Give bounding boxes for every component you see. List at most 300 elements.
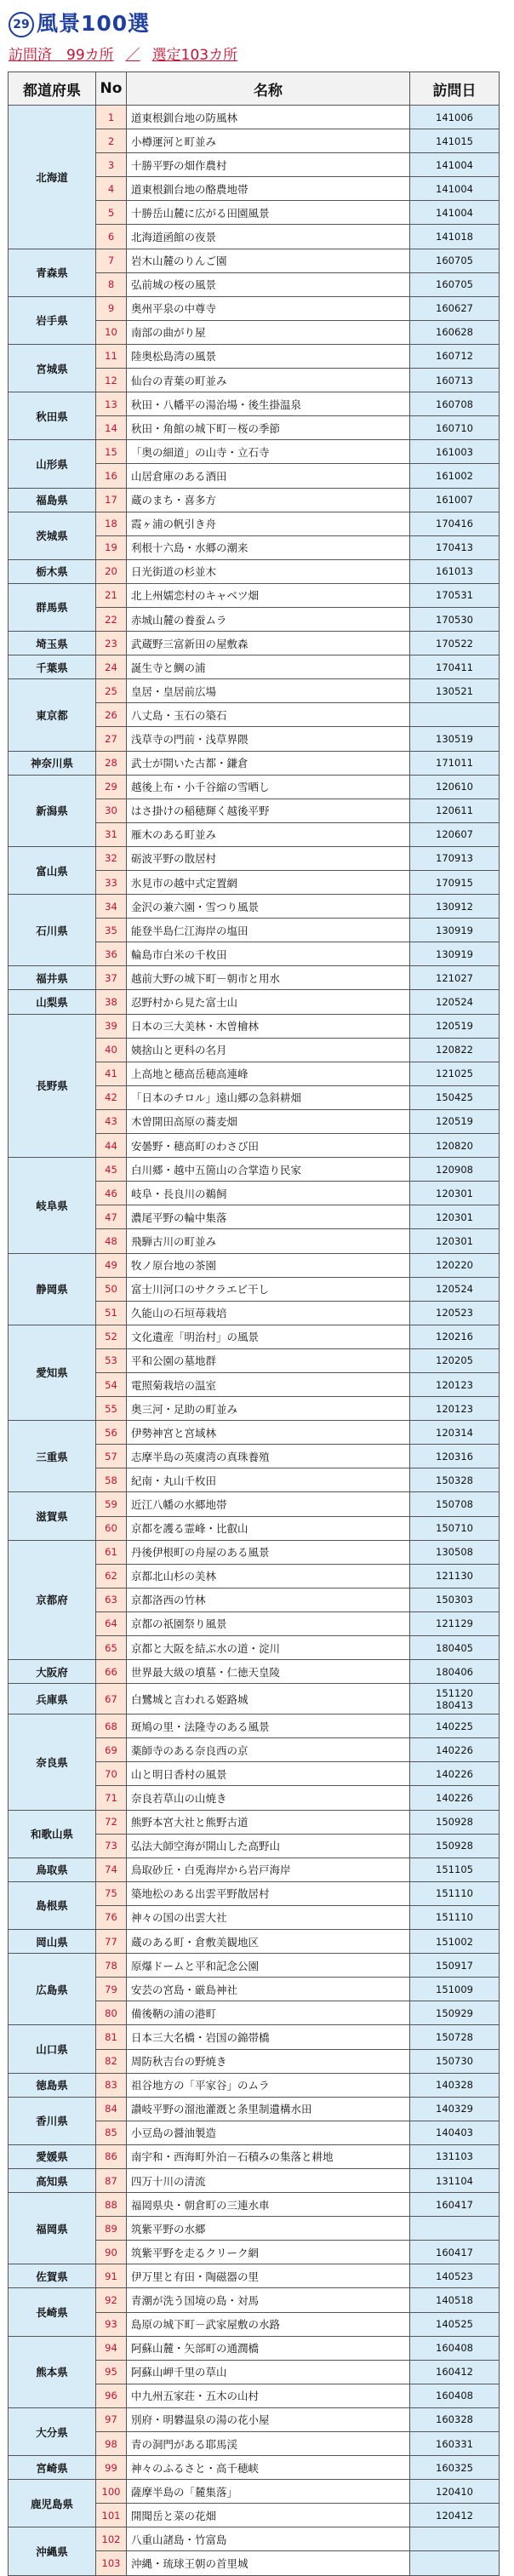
table-row [9, 2456, 500, 2480]
visit-date-cell: 150730 [410, 2049, 500, 2073]
table-row [9, 559, 500, 583]
no-cell: 52 [96, 1325, 127, 1348]
no-cell: 28 [96, 751, 127, 775]
no-cell: 49 [96, 1253, 127, 1277]
name-cell: 北海道函館の夜景 [127, 225, 410, 249]
visit-date-cell: 140226 [410, 1738, 500, 1762]
no-cell: 56 [96, 1421, 127, 1445]
prefecture-cell: 長野県 [9, 1014, 96, 1158]
visit-date-cell: 150708 [410, 1492, 500, 1516]
visit-date-cell: 120610 [410, 775, 500, 799]
name-cell: 武士が開いた古都・鎌倉 [127, 751, 410, 775]
visit-date-cell: 120301 [410, 1229, 500, 1253]
prefecture-cell: 大分県 [9, 2407, 96, 2455]
no-cell: 68 [96, 1714, 127, 1738]
name-cell: 雁木のある町並み [127, 822, 410, 846]
name-cell: はさ掛けの稲穂輝く越後平野 [127, 799, 410, 822]
no-cell: 16 [96, 464, 127, 488]
visit-date-cell: 120412 [410, 2504, 500, 2527]
prefecture-cell: 岩手県 [9, 296, 96, 344]
table-row [9, 1421, 500, 1445]
visit-date-cell: 141006 [410, 106, 500, 129]
name-cell: 「奥の細道」の山寺・立石寺 [127, 440, 410, 464]
table-row [9, 1810, 500, 1834]
visit-date-cell: 160705 [410, 272, 500, 296]
prefecture-cell: 和歌山県 [9, 1810, 96, 1858]
visit-date-cell: 140226 [410, 1786, 500, 1810]
prefecture-cell: 鳥取県 [9, 1858, 96, 1881]
prefecture-cell: 岡山県 [9, 1930, 96, 1954]
visit-date-cell: 160713 [410, 369, 500, 392]
table-row [9, 1930, 500, 1954]
visit-date-cell [410, 2527, 500, 2551]
no-cell: 46 [96, 1182, 127, 1205]
name-cell: 越前大野の城下町－朝市と用水 [127, 966, 410, 990]
prefecture-cell: 宮城県 [9, 344, 96, 392]
table-row [9, 1660, 500, 1684]
no-cell: 58 [96, 1468, 127, 1492]
table-row [9, 296, 500, 320]
name-cell: 築地松のある出雲平野散居村 [127, 1881, 410, 1905]
no-cell: 92 [96, 2288, 127, 2312]
prefecture-cell: 鹿児島県 [9, 2480, 96, 2527]
no-cell: 37 [96, 966, 127, 990]
name-cell: 青潮が洗う国境の島・対馬 [127, 2288, 410, 2312]
no-cell: 3 [96, 153, 127, 177]
name-cell: 十勝平野の畑作農村 [127, 153, 410, 177]
visit-date-cell: 120314 [410, 1421, 500, 1445]
visit-date-cell: 150425 [410, 1085, 500, 1109]
no-cell: 87 [96, 2168, 127, 2192]
name-cell: 文化遺産「明治村」の風景 [127, 1325, 410, 1348]
no-cell: 27 [96, 727, 127, 751]
no-cell: 101 [96, 2504, 127, 2527]
visit-date-cell: 150303 [410, 1588, 500, 1611]
name-cell: 南部の曲がり屋 [127, 320, 410, 344]
no-cell: 60 [96, 1516, 127, 1540]
name-cell: 仙台の青葉の町並み [127, 369, 410, 392]
name-cell: 北上州嬬恋村のキャベツ畑 [127, 583, 410, 607]
visit-date-cell: 170915 [410, 871, 500, 895]
name-cell: 誕生寺と鯛の浦 [127, 655, 410, 679]
no-cell: 44 [96, 1134, 127, 1158]
name-cell: 岩木山麓のりんご園 [127, 249, 410, 272]
name-cell: 日本三大名橋・岩国の錦帯橋 [127, 2025, 410, 2049]
no-cell: 89 [96, 2217, 127, 2241]
name-cell: 金沢の兼六園・雪つり風景 [127, 895, 410, 919]
no-cell: 15 [96, 440, 127, 464]
page-title [9, 7, 150, 37]
table-row [9, 2527, 500, 2551]
no-cell: 40 [96, 1038, 127, 1062]
name-cell: 安曇野・穂高町のわさび田 [127, 1134, 410, 1158]
name-cell: 久能山の石垣苺栽培 [127, 1301, 410, 1325]
visit-date-cell: 170413 [410, 535, 500, 559]
visit-date-cell: 151110 [410, 1905, 500, 1929]
visit-date-cell: 120524 [410, 1277, 500, 1301]
prefecture-cell: 神奈川県 [9, 751, 96, 775]
visit-date-cell: 121027 [410, 966, 500, 990]
visit-date-cell: 131103 [410, 2144, 500, 2168]
name-cell: 周防秋吉台の野焼き [127, 2049, 410, 2073]
name-cell: 越後上布・小千谷縮の雪晒し [127, 775, 410, 799]
visit-date-cell: 140403 [410, 2121, 500, 2144]
visit-date-cell: 160628 [410, 320, 500, 344]
name-cell: 島原の城下町－武家屋敷の水路 [127, 2312, 410, 2336]
selected-count: 選定103カ所 [151, 47, 238, 64]
no-cell: 53 [96, 1348, 127, 1372]
name-cell: 伊勢神宮と宮域林 [127, 1421, 410, 1445]
visit-date-cell: 120301 [410, 1182, 500, 1205]
no-cell: 4 [96, 177, 127, 201]
visit-date-cell [410, 2551, 500, 2575]
prefecture-cell: 秋田県 [9, 392, 96, 440]
prefecture-cell: 東京都 [9, 679, 96, 751]
table-row [9, 2193, 500, 2217]
no-cell: 2 [96, 129, 127, 153]
table-row [9, 2025, 500, 2049]
visit-date-cell: 130521 [410, 679, 500, 703]
prefecture-cell: 愛知県 [9, 1325, 96, 1420]
visit-date-cell: 120316 [410, 1445, 500, 1468]
visit-date-cell: 150728 [410, 2025, 500, 2049]
no-cell: 47 [96, 1205, 127, 1229]
name-cell: 秋田・八幡平の湯治場・後生掛温泉 [127, 392, 410, 416]
visit-date-cell: 121130 [410, 1564, 500, 1588]
no-cell: 25 [96, 679, 127, 703]
name-cell: 讃岐平野の溜池灌漑と条里制遺構水田 [127, 2097, 410, 2121]
name-cell: 沖縄・琉球王朝の首里城 [127, 2551, 410, 2575]
visit-date-cell: 170522 [410, 632, 500, 655]
name-cell: 陸奥松島湾の風景 [127, 344, 410, 368]
table-row [9, 2480, 500, 2504]
name-cell: 弘前城の桜の風景 [127, 272, 410, 296]
name-cell: 丹後伊根町の舟屋のある風景 [127, 1540, 410, 1564]
no-cell: 82 [96, 2049, 127, 2073]
visit-date-cell: 120220 [410, 1253, 500, 1277]
visit-date-cell: 120524 [410, 990, 500, 1014]
visit-date-cell: 121025 [410, 1062, 500, 1085]
table-row [9, 1540, 500, 1564]
no-cell: 84 [96, 2097, 127, 2121]
no-cell: 83 [96, 2073, 127, 2097]
visit-date-cell: 120822 [410, 1038, 500, 1062]
name-cell: 開聞岳と菜の花畑 [127, 2504, 410, 2527]
table-row [9, 895, 500, 919]
table-header-row [9, 72, 500, 106]
prefecture-cell: 福井県 [9, 966, 96, 990]
no-cell: 95 [96, 2360, 127, 2384]
visit-date-cell: 170530 [410, 607, 500, 631]
no-cell: 75 [96, 1881, 127, 1905]
name-cell: 赤城山麓の養蚕ムラ [127, 607, 410, 631]
visit-date-cell: 161013 [410, 559, 500, 583]
visit-date-cell: 120301 [410, 1205, 500, 1229]
name-cell: 平和公園の墓地群 [127, 1348, 410, 1372]
visit-date-cell: 160331 [410, 2432, 500, 2456]
name-cell: 奈良若草山の山焼き [127, 1786, 410, 1810]
name-cell: 伊万里と有田・陶磁器の里 [127, 2264, 410, 2288]
name-cell: 蔵のまち・喜多方 [127, 488, 410, 512]
no-cell: 62 [96, 1564, 127, 1588]
no-cell: 99 [96, 2456, 127, 2480]
no-cell: 41 [96, 1062, 127, 1085]
no-cell: 7 [96, 249, 127, 272]
name-cell: 京都と大阪を結ぶ水の道・淀川 [127, 1636, 410, 1660]
table-row [9, 2288, 500, 2312]
name-cell: 奥州平泉の中尊寺 [127, 296, 410, 320]
name-cell: 輪島市白米の千枚田 [127, 942, 410, 966]
name-cell: 京都の祇園祭り風景 [127, 1611, 410, 1635]
no-cell: 102 [96, 2527, 127, 2551]
name-cell: 小豆島の醤油製造 [127, 2121, 410, 2144]
table-row [9, 2407, 500, 2431]
visit-date-cell: 160408 [410, 2336, 500, 2360]
no-cell: 5 [96, 201, 127, 225]
name-cell: 世界最大級の墳墓・仁徳天皇陵 [127, 1660, 410, 1684]
table-row [9, 1325, 500, 1348]
visit-date-cell: 160705 [410, 249, 500, 272]
prefecture-cell: 長崎県 [9, 2288, 96, 2336]
no-cell: 63 [96, 1588, 127, 1611]
page-title-text: 風景100選 [37, 11, 151, 36]
visit-date-cell: 120205 [410, 1348, 500, 1372]
visit-date-cell: 130919 [410, 919, 500, 942]
no-cell: 59 [96, 1492, 127, 1516]
name-cell: 八丈島・玉石の築石 [127, 703, 410, 727]
name-cell: 上高地と穂高岳穂高連峰 [127, 1062, 410, 1085]
no-cell: 24 [96, 655, 127, 679]
visit-date-cell: 160708 [410, 392, 500, 416]
table-row [9, 1158, 500, 1182]
table-row [9, 249, 500, 272]
visit-date-cell: 160712 [410, 344, 500, 368]
visit-date-cell: 151009 [410, 1978, 500, 2001]
no-cell: 72 [96, 1810, 127, 1834]
no-cell: 86 [96, 2144, 127, 2168]
no-cell: 6 [96, 225, 127, 249]
no-cell: 66 [96, 1660, 127, 1684]
name-cell: 富士川河口のサクラエビ干し [127, 1277, 410, 1301]
visit-date-cell: 160408 [410, 2384, 500, 2407]
visit-date-cell: 170416 [410, 512, 500, 535]
name-cell: 祖谷地方の「平家谷」のムラ [127, 2073, 410, 2097]
visit-date-cell: 150710 [410, 1516, 500, 1540]
visit-date-cell: 140226 [410, 1762, 500, 1786]
no-cell: 23 [96, 632, 127, 655]
visit-date-cell: 140328 [410, 2073, 500, 2097]
prefecture-cell: 富山県 [9, 846, 96, 894]
visit-date-cell: 140525 [410, 2312, 500, 2336]
table-row [9, 2264, 500, 2288]
no-cell: 9 [96, 296, 127, 320]
no-cell: 65 [96, 1636, 127, 1660]
no-cell: 97 [96, 2407, 127, 2431]
name-cell: 近江八幡の水郷地帯 [127, 1492, 410, 1516]
prefecture-cell: 山口県 [9, 2025, 96, 2073]
table-row [9, 583, 500, 607]
no-cell: 103 [96, 2551, 127, 2575]
name-cell: 京都北山杉の美林 [127, 1564, 410, 1588]
prefecture-cell: 佐賀県 [9, 2264, 96, 2288]
no-cell: 50 [96, 1277, 127, 1301]
header-name: 名称 [127, 72, 410, 106]
name-cell: 筑紫平野を走るクリーク網 [127, 2241, 410, 2264]
no-cell: 33 [96, 871, 127, 895]
name-cell: 神々の国の出雲大社 [127, 1905, 410, 1929]
name-cell: 備後鞆の浦の港町 [127, 2001, 410, 2025]
no-cell: 22 [96, 607, 127, 631]
name-cell: 紀南・丸山千枚田 [127, 1468, 410, 1492]
no-cell: 38 [96, 990, 127, 1014]
visit-date-cell: 120908 [410, 1158, 500, 1182]
visit-date-cell: 160417 [410, 2193, 500, 2217]
no-cell: 85 [96, 2121, 127, 2144]
prefecture-cell: 山形県 [9, 440, 96, 488]
prefecture-cell: 島根県 [9, 1881, 96, 1929]
table-row [9, 775, 500, 799]
name-cell: 飛騨古川の町並み [127, 1229, 410, 1253]
name-cell: 阿蘇山麓・矢部町の通潤橋 [127, 2336, 410, 2360]
no-cell: 81 [96, 2025, 127, 2049]
visit-date-cell: 120611 [410, 799, 500, 822]
name-cell: 皇居・皇居前広場 [127, 679, 410, 703]
table-row [9, 679, 500, 703]
prefecture-cell: 広島県 [9, 1954, 96, 2025]
name-cell: 姨捨山と更科の名月 [127, 1038, 410, 1062]
prefecture-cell: 奈良県 [9, 1714, 96, 1810]
visit-status [9, 43, 237, 64]
visit-date-cell: 141004 [410, 153, 500, 177]
no-cell: 55 [96, 1397, 127, 1421]
no-cell: 57 [96, 1445, 127, 1468]
prefecture-cell: 熊本県 [9, 2336, 96, 2407]
no-cell: 93 [96, 2312, 127, 2336]
prefecture-cell: 新潟県 [9, 775, 96, 846]
visit-date-cell: 140518 [410, 2288, 500, 2312]
name-cell: 弘法大師空海が開山した高野山 [127, 1834, 410, 1858]
no-cell: 10 [96, 320, 127, 344]
table-row [9, 846, 500, 870]
table-body [9, 106, 500, 2576]
name-cell: 奥三河・足助の町並み [127, 1397, 410, 1421]
name-cell: 十勝岳山麓に広がる田園風景 [127, 201, 410, 225]
prefecture-cell: 石川県 [9, 895, 96, 966]
visit-date-cell: 140329 [410, 2097, 500, 2121]
prefecture-cell: 愛媛県 [9, 2144, 96, 2168]
visit-date-cell: 150929 [410, 2001, 500, 2025]
table-row [9, 1014, 500, 1038]
name-cell: 白川郷・越中五箇山の合掌造り民家 [127, 1158, 410, 1182]
prefecture-cell: 茨城県 [9, 512, 96, 559]
name-cell: 神々のふるさと・高千穂峡 [127, 2456, 410, 2480]
name-cell: 秋田・角館の城下町－桜の季節 [127, 416, 410, 440]
header-prefecture: 都道府県 [9, 72, 96, 106]
visit-date-cell: 120123 [410, 1372, 500, 1396]
visit-date-cell: 130508 [410, 1540, 500, 1564]
name-cell: 原爆ドームと平和記念公園 [127, 1954, 410, 1978]
no-cell: 61 [96, 1540, 127, 1564]
no-cell: 26 [96, 703, 127, 727]
visit-date-cell: 160627 [410, 296, 500, 320]
no-cell: 17 [96, 488, 127, 512]
name-cell: 霞ヶ浦の帆引き舟 [127, 512, 410, 535]
status-separator: ／ [125, 47, 140, 64]
name-cell: 志摩半島の英虞湾の真珠養殖 [127, 1445, 410, 1468]
no-cell: 69 [96, 1738, 127, 1762]
visit-date-cell: 120820 [410, 1134, 500, 1158]
no-cell: 34 [96, 895, 127, 919]
no-cell: 67 [96, 1684, 127, 1714]
name-cell: 日本の三大美林・木曽檜林 [127, 1014, 410, 1038]
scenery-table [8, 72, 500, 2576]
visit-date-cell: 180406 [410, 1660, 500, 1684]
table-row [9, 488, 500, 512]
name-cell: 能登半島仁江海岸の塩田 [127, 919, 410, 942]
no-cell: 54 [96, 1372, 127, 1396]
visit-date-cell: 160328 [410, 2407, 500, 2431]
table-row [9, 106, 500, 129]
table-row [9, 1858, 500, 1881]
no-cell: 32 [96, 846, 127, 870]
no-cell: 64 [96, 1611, 127, 1635]
no-cell: 91 [96, 2264, 127, 2288]
name-cell: 砺波平野の散居村 [127, 846, 410, 870]
name-cell: 道東根釧台地の酪農地帯 [127, 177, 410, 201]
visit-date-cell: 160417 [410, 2241, 500, 2264]
name-cell: 青の洞門がある耶馬渓 [127, 2432, 410, 2456]
prefecture-cell: 沖縄県 [9, 2527, 96, 2575]
table-row [9, 1881, 500, 1905]
visit-date-cell: 150928 [410, 1810, 500, 1834]
table-row [9, 966, 500, 990]
header-no: No [96, 72, 127, 106]
visit-date-cell: 170913 [410, 846, 500, 870]
no-cell: 70 [96, 1762, 127, 1786]
prefecture-cell: 山梨県 [9, 990, 96, 1014]
visit-date-cell: 121129 [410, 1611, 500, 1635]
table-row [9, 392, 500, 416]
no-cell: 1 [96, 106, 127, 129]
no-cell: 14 [96, 416, 127, 440]
visit-date-cell: 120216 [410, 1325, 500, 1348]
visit-date-cell: 151105 [410, 1858, 500, 1881]
name-cell: 京都洛西の竹林 [127, 1588, 410, 1611]
visit-date-cell: 150917 [410, 1954, 500, 1978]
no-cell: 21 [96, 583, 127, 607]
prefecture-cell: 岐阜県 [9, 1158, 96, 1253]
no-cell: 79 [96, 1978, 127, 2001]
title-number-badge: 29 [9, 12, 34, 37]
name-cell: 木曽開田高原の蕎麦畑 [127, 1109, 410, 1133]
name-cell: 福岡県央・朝倉町の三連水車 [127, 2193, 410, 2217]
no-cell: 51 [96, 1301, 127, 1325]
visit-date-cell: 141015 [410, 129, 500, 153]
table-row [9, 2073, 500, 2097]
no-cell: 73 [96, 1834, 127, 1858]
no-cell: 100 [96, 2480, 127, 2504]
no-cell: 74 [96, 1858, 127, 1881]
name-cell: 濃尾平野の輪中集落 [127, 1205, 410, 1229]
name-cell: 浅草寺の門前・浅草界隈 [127, 727, 410, 751]
table-row [9, 440, 500, 464]
table-row [9, 1714, 500, 1738]
no-cell: 43 [96, 1109, 127, 1133]
no-cell: 80 [96, 2001, 127, 2025]
no-cell: 30 [96, 799, 127, 822]
no-cell: 20 [96, 559, 127, 583]
prefecture-cell: 青森県 [9, 249, 96, 296]
